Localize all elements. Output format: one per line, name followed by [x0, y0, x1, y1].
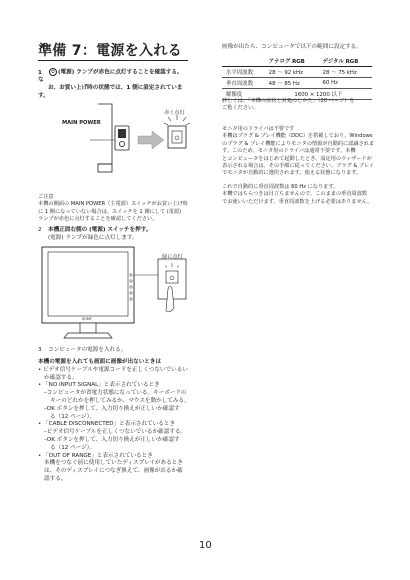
note-line1: 本機の側面の MAIN POWER（主電源）スイッチがお買い上げ時: [38, 201, 188, 208]
driver-line: す。このため、モニタ用のドライバは通常不要です。本機: [222, 148, 356, 155]
bullet2-heading: • 「NO INPUT SIGNAL」と表示されているとき: [38, 382, 160, 389]
driver-line: 表示される場合は、その手順に従ってください。プラグ & プレイ: [222, 163, 375, 170]
bullet3-sub2-line1: –OK ボタンを押して、入力切り換えが正しいか確認す: [44, 436, 180, 443]
step2-number: 2: [38, 227, 42, 233]
green-light-label: 緑に点灯: [162, 254, 183, 260]
bullet1-line1: • ビデオ信号ケーブルや電源コードを正しくつないでいるい: [38, 366, 188, 373]
detail-text: [222, 98, 382, 113]
table-cell: 60 Hz: [319, 78, 372, 89]
monitor-stand: [64, 333, 112, 338]
frequency-table: [222, 56, 372, 100]
bullet1-line2: か確認する。: [44, 374, 78, 381]
page-number: 10: [199, 540, 212, 551]
table-header-cell: [222, 56, 265, 67]
monitor-brand: SONY: [82, 317, 92, 321]
table-cell: 水平周波数: [222, 67, 265, 78]
detail-line1: 詳しくは、「本機の症状と対処のしかた」（20 ページ）を: [222, 98, 355, 104]
bullet2-sub1-line2: キーのどれかを押してみるか、マウスを動かしてみる。: [50, 397, 190, 404]
table-header-row: [222, 56, 372, 67]
table-cell: 解像度: [222, 89, 265, 100]
bullet4-line3: 認する。: [44, 475, 67, 482]
bullet4-line2: は、そのディスプレイにつなぎ換えて、画像が出るか確: [44, 468, 183, 475]
step1-number: 1: [38, 69, 42, 76]
driver-section: [222, 126, 387, 178]
table-header-cell: デジタル RGB: [319, 56, 372, 67]
table-cell: 垂直周波数: [222, 78, 265, 89]
bullet2-sub2-line2: る（12 ページ）。: [50, 413, 96, 420]
bullet4-heading: • 「OUT OF RANGE」と表示されているとき: [38, 452, 153, 459]
detail-line2: ご覧ください。: [222, 105, 259, 112]
svg-text:⏻: ⏻: [169, 275, 175, 282]
svg-text:⏻: ⏻: [174, 135, 180, 142]
vfreq-section: [222, 184, 387, 206]
table-cell: 48 ～ 85 Hz: [265, 78, 319, 89]
monitor-neck: [80, 323, 96, 333]
note-line2: に 1 側になっていない場合は、スイッチを 1 側にして (電源): [38, 208, 182, 215]
table-header-cell: アナログ RGB: [265, 56, 319, 67]
arrow-right-icon: [138, 131, 164, 149]
driver-line: のプラグ & プレイ機能によりモニタの情報が自動的に認識されま: [222, 140, 375, 147]
vfreq-line: これで自動的に垂直周波数は 60 Hz になります。: [222, 184, 339, 190]
driver-line: 本機はプラグ & プレイ機能（DDC）を搭載しており、Windows: [222, 133, 373, 140]
driver-line: とコンピュータをはじめて起動したとき、設定用のウィザードが: [222, 155, 372, 162]
note-line3: ランプが赤色に点灯することを確認してください。: [38, 216, 158, 223]
page-title: 準備 7：電源を入れる: [38, 43, 182, 59]
step1-line2: お、お買い上げ時の状態では、1 側に設定されています。: [38, 85, 183, 99]
bullet2-sub2-line1: –OK ボタンを押して、入力切り換えが正しいか確認す: [44, 405, 180, 412]
bullet3-sub1: –ビデオ信号ケーブルを正しくつないでいるか確認する。: [44, 429, 187, 436]
monitor-side-outline: [98, 104, 112, 164]
right-intro: 画像が出たら、コンピュータで以下の範囲に設定する。: [222, 44, 362, 50]
monitor-base: [98, 164, 112, 172]
title-rule: [38, 60, 188, 61]
bullet3-sub2-line2: る（12 ページ）。: [50, 444, 96, 451]
bullet2-sub1-line1: –コンピュータが省電力状態になっている。キーボードの: [44, 390, 187, 397]
bullet3-heading: • 「CABLE DISCONNECTED」と表示されているとき: [38, 421, 176, 428]
step2-line2: (電源) ランプが緑色に点灯します。: [48, 234, 138, 241]
step2: [38, 227, 198, 243]
table-cell: 1600 × 1200 以下: [265, 89, 372, 100]
note-block: [38, 194, 198, 224]
bullet4-line1: 本機をつなぐ前に使用していたディスプレイがあるとき: [44, 460, 183, 467]
driver-heading: モニタ用のドライバは不要です: [222, 126, 295, 132]
step1: [38, 68, 188, 101]
monitor-screen: [48, 252, 128, 316]
step3-text: コンピュータの電源を入れる。: [48, 347, 127, 353]
red-light-label: 赤く点灯: [164, 110, 185, 116]
note-heading: ご注意: [38, 194, 54, 200]
no-image-section: [38, 359, 208, 484]
figure-main-power-switch: [60, 98, 220, 178]
main-power-label: MAIN POWER: [62, 120, 101, 126]
table-cell: 28 ～ 75 kHz: [319, 67, 372, 78]
vfreq-line: 本機ではちらつきは目立ちませんので、このままの垂直周波数: [222, 191, 368, 198]
step3-number: 3: [38, 347, 42, 353]
step3: [38, 347, 126, 355]
power-icon: ⏻: [49, 68, 57, 76]
vfreq-line: でお使いいただけます。垂直周波数を上げる必要はありません。: [222, 198, 373, 205]
no-image-heading: 本機の電源を入れても画面に画像が出ないときは: [38, 359, 162, 365]
table-row: [222, 78, 372, 89]
figure-monitor-front: [40, 245, 210, 345]
table-cell: 28 ～ 92 kHz: [265, 67, 319, 78]
table-row: [222, 67, 372, 78]
step2-line1: 本機正面右側の (電源) スイッチを押す。: [48, 227, 152, 233]
main-power-switch-toggle: [118, 129, 126, 138]
driver-line: でモニタが自動的に選択されます。使える状態になります。: [222, 170, 362, 177]
step1-line1: (電源) ランプが赤色に点灯することを確認する。な: [38, 69, 183, 84]
